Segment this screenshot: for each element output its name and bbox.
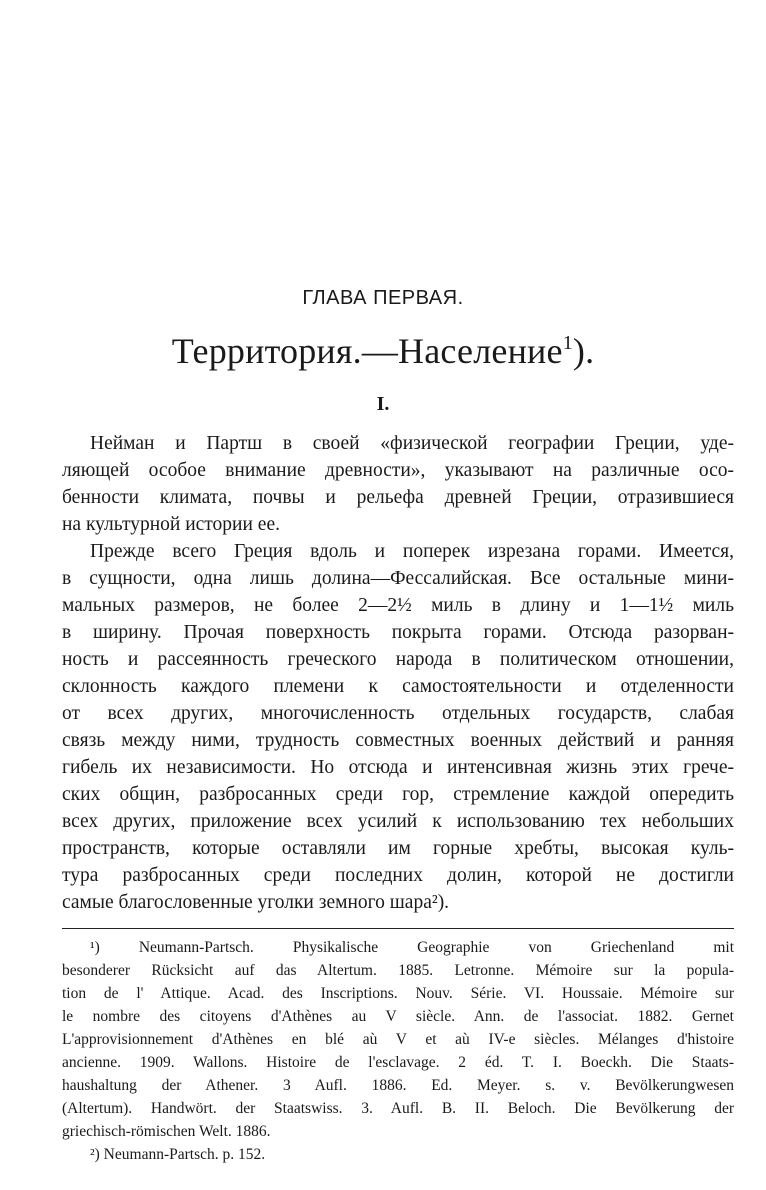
body-line: склонность каждого племени к самостоятельности и отделенности <box>62 676 734 697</box>
chapter-title <box>0 330 766 372</box>
chapter-label: ГЛАВА ПЕРВАЯ. <box>302 287 464 309</box>
body-line: связь между ними, трудность совместных военных действий и ранняя <box>62 730 734 751</box>
body-line: в ширину. Прочая поверхность покрыта горами. Отсюда разорван- <box>62 622 734 643</box>
body-line: пространств, которые оставляли им горные хребты, высокая куль- <box>62 838 734 859</box>
footnote-line: tion de l' Attique. Acad. des Inscriptions. Nouv. Série. VI. Houssaie. Mémoire sur <box>62 985 734 1002</box>
footnote-line: ¹) Neumann-Partsch. Physikalische Geographie von Griechenland mit <box>90 939 734 956</box>
body-line: гибель их независимости. Но отсюда и интенсивная жизнь этих грече- <box>62 757 734 778</box>
footnote-line: besonderer Rücksicht auf das Altertum. 1885. Letronne. Mémoire sur la popula- <box>62 962 734 979</box>
body-line: мальных размеров, не более 2—2½ миль в длину и 1—1½ миль <box>62 595 734 616</box>
body-line: самые благословенные уголки земного шара²). <box>62 892 450 913</box>
body-line: ность и рассеянность греческого народа в политическом отношении, <box>62 649 734 670</box>
body-line: ских общин, разбросанных среди гор, стремление каждой опередить <box>62 784 734 805</box>
footnote-line: (Altertum). Handwört. der Staatswiss. 3. Aufl. B. II. Beloch. Die Bevölkerung der <box>62 1100 734 1117</box>
footnote-line: le nombre des citoyens d'Athènes au V siècle. Ann. de l'associat. 1882. Gernet <box>62 1008 734 1025</box>
chapter-title-text: Территория.—Население <box>171 331 563 371</box>
body-line: Нейман и Партш в своей «физической географии Греции, уде- <box>90 433 734 454</box>
chapter-title-end: ). <box>572 331 595 371</box>
footnote-line: haushaltung der Athener. 3 Aufl. 1886. Ed. Meyer. s. v. Bevölkerungwesen <box>62 1077 734 1094</box>
section-number: I. <box>376 393 390 415</box>
footnote-line: L'approvisionnement d'Athènes en blé aù V et aù IV-e siècles. Mélanges d'histoire <box>62 1031 734 1048</box>
title-footnote-ref: 1 <box>562 332 573 354</box>
footnote-divider <box>62 928 734 929</box>
body-line: от всех других, многочисленность отдельных государств, слабая <box>62 703 734 724</box>
body-line: на культурной истории ее. <box>62 514 280 535</box>
body-line: ляющей особое внимание древности», указывают на различные осо- <box>62 460 734 481</box>
body-line: бенности климата, почвы и рельефа древней Греции, отразившиеся <box>62 487 734 508</box>
body-line: в сущности, одна лишь долина—Фессалийская. Все остальные мини- <box>62 568 734 589</box>
body-line: тура разбросанных среди последних долин, которой не достигли <box>62 865 734 886</box>
body-line: Прежде всего Греция вдоль и поперек изрезана горами. Имеется, <box>90 541 734 562</box>
footnote-line: griechisch-römischen Welt. 1886. <box>62 1123 271 1140</box>
footnote-line: ²) Neumann-Partsch. p. 152. <box>90 1146 266 1163</box>
body-line: всех других, приложение всех усилий к использованию тех небольших <box>62 811 734 832</box>
footnote-line: ancienne. 1909. Wallons. Histoire de l'esclavage. 2 éd. T. I. Boeckh. Die Staats- <box>62 1054 734 1071</box>
